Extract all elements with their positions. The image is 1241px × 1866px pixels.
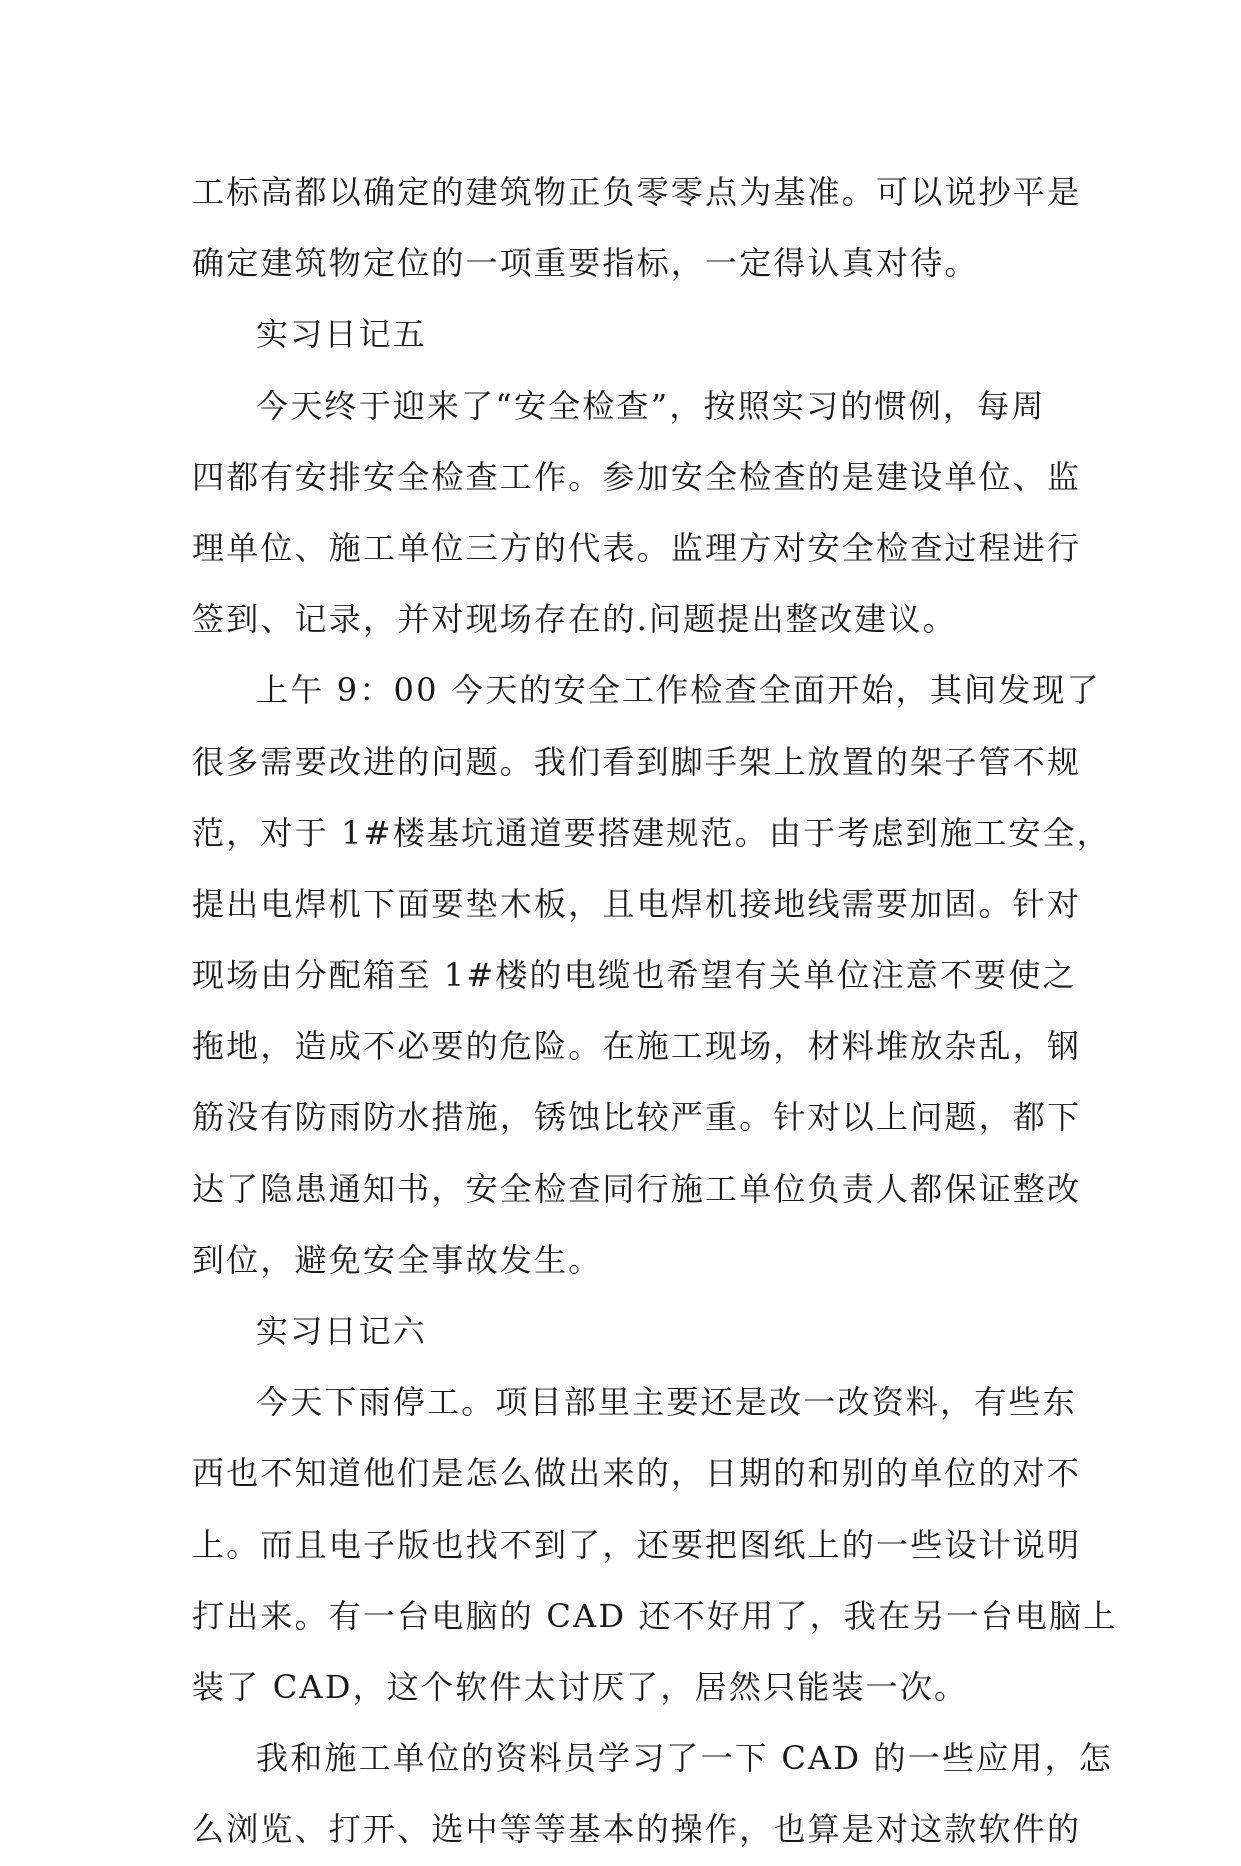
text-line: 四都有安排安全检查工作。参加安全检查的是建设单位、监 [192,457,1082,496]
paragraph-start-line: 上午 9：00 今天的安全工作检查全面开始，其间发现了 [256,671,1101,710]
text-line: 达了隐患通知书，安全检查同行施工单位负责人都保证整改 [192,1169,1082,1208]
text-line: 工标高都以确定的建筑物正负零零点为基准。可以说抄平是 [192,173,1082,211]
text-line: 很多需要改进的问题。我们看到脚手架上放置的架子管不规 [192,742,1082,781]
text-line: 确定建筑物定位的一项重要指标，一定得认真对待。 [192,244,979,283]
text-line: 西也不知道他们是怎么做出来的，日期的和别的单位的对不 [192,1454,1082,1493]
paragraph-start-line: 今天终于迎来了“安全检查”，按照实习的惯例，每周 [256,386,1046,425]
text-line: 范，对于 1#楼基坑通道要搭建规范。由于考虑到施工安全， [192,813,1111,852]
text-line: 到位，避免安全事故发生。 [192,1240,603,1279]
text-line: 上。而且电子版也找不到了，还要把图纸上的一些设计说明 [192,1525,1082,1564]
text-line: 拖地，造成不必要的危险。在施工现场，材料堆放杂乱，钢 [192,1027,1082,1066]
paragraph-start-line: 今天下雨停工。项目部里主要还是改一改资料，有些东 [256,1383,1077,1422]
text-line: 装了 CAD，这个软件太讨厌了，居然只能装一次。 [192,1667,969,1706]
text-line: 么浏览、打开、选中等等基本的操作，也算是对这款软件的 [192,1810,1082,1849]
text-line: 提出电焊机下面要垫木板，且电焊机接地线需要加固。针对 [192,884,1082,923]
text-line: 理单位、施工单位三方的代表。监理方对安全检查过程进行 [192,528,1082,567]
text-line: 签到、记录，并对现场存在的.问题提出整改建议。 [192,600,957,639]
section-heading: 实习日记五 [256,315,428,354]
paragraph-start-line: 我和施工单位的资料员学习了一下 CAD 的一些应用，怎 [256,1739,1113,1778]
section-heading: 实习日记六 [256,1312,428,1350]
document-body [192,157,1118,1866]
text-line: 打出来。有一台电脑的 CAD 还不好用了，我在另一台电脑上 [192,1596,1118,1635]
text-line: 现场由分配箱至 1#楼的电缆也希望有关单位注意不要使之 [192,956,1077,995]
text-line: 筋没有防雨防水措施，锈蚀比较严重。针对以上问题，都下 [192,1098,1082,1137]
